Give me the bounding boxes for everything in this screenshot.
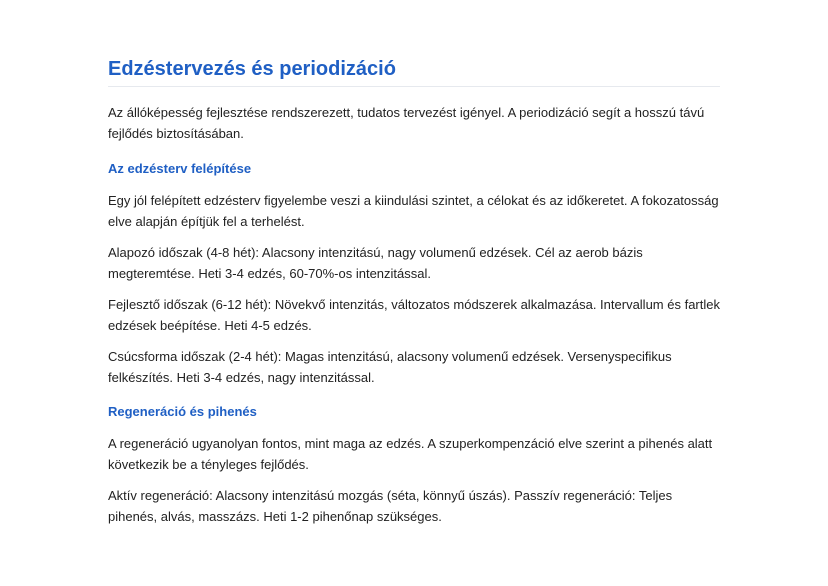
paragraph-recovery-overview: A regeneráció ugyanolyan fontos, mint maga az edzés. A szuperkompenzáció elve szerint a pihenés alatt következik be a tényleges fejlődés. (108, 436, 713, 472)
paragraph-recovery-types: Aktív regeneráció: Alacsony intenzitású mozgás (séta, könnyű úszás). Passzív regeneráció: Teljes pihenés, alvás, masszázs. Heti 1-2 pihenőnap szükséges. (108, 488, 673, 524)
paragraph-peak-period: Csúcsforma időszak (2-4 hét): Magas intenzitású, alacsony volumenű edzések. Versenyspecifikus felkészítés. Heti 3-4 edzés, nagy intenzitással. (108, 349, 672, 385)
page-title: Edzéstervezés és periodizáció (108, 58, 720, 87)
paragraph-build-period: Fejlesztő időszak (6-12 hét): Növekvő intenzitás, változatos módszerek alkalmazása. Intervallum és fartlek edzések beépítése. Heti 4-5 edzés. (108, 297, 720, 333)
section-heading-recovery: Regeneráció és pihenés (108, 404, 257, 419)
paragraph-plan-overview: Egy jól felépített edzésterv figyelembe veszi a kiindulási szintet, a célokat és az időkeretet. A fokozatosság elve alapján építjük fel a terhelést. (108, 193, 719, 229)
intro-paragraph: Az állóképesség fejlesztése rendszerezett, tudatos tervezést igényel. A periodizáció segít a hosszú távú fejlődés biztosításában. (108, 105, 705, 141)
section-heading-training-plan: Az edzésterv felépítése (108, 161, 252, 176)
paragraph-base-period: Alapozó időszak (4-8 hét): Alacsony intenzitású, nagy volumenű edzések. Cél az aerob bázis megteremtése. Heti 3-4 edzés, 60-70%-os intenzitással. (108, 245, 643, 281)
